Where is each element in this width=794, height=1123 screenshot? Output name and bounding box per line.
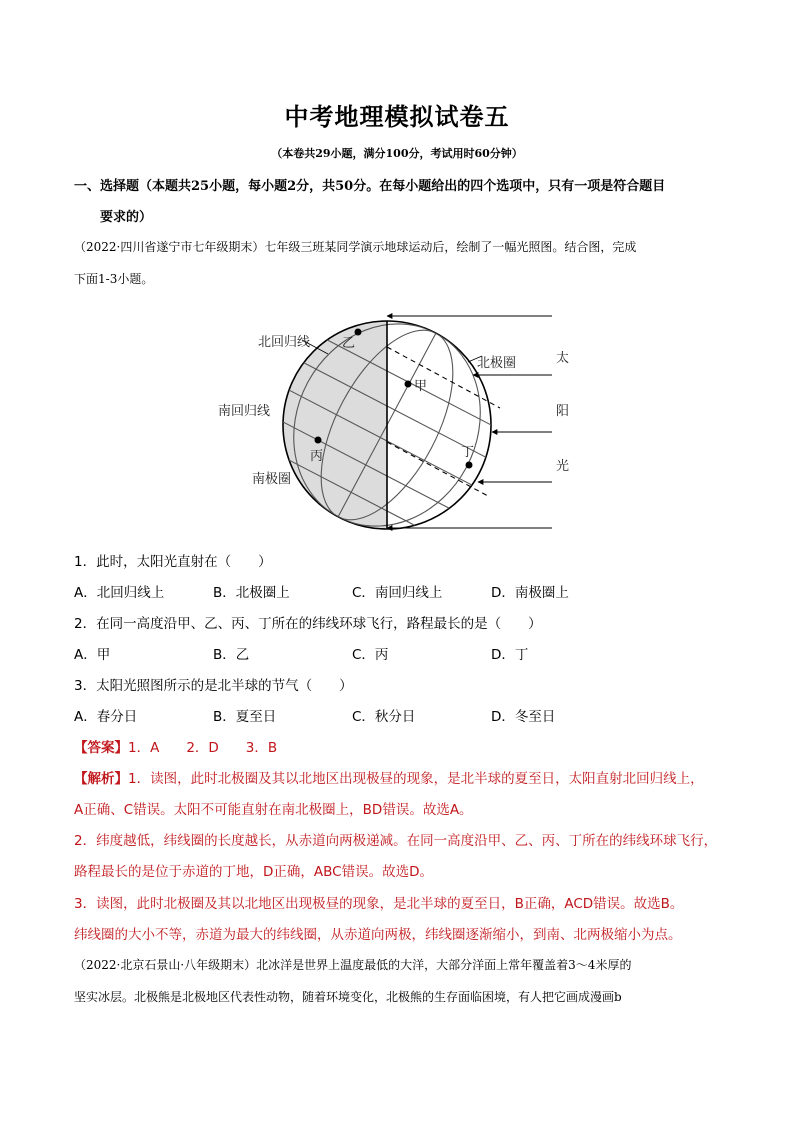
label-antarctic-circle: 南极圈	[252, 472, 292, 487]
label-sun-1: 太	[556, 351, 570, 366]
section-heading: 一、选择题（本题共25小题，每小题2分，共50分。在每小题给出的四个选项中，只有一项是符合题目	[74, 179, 666, 194]
section-heading-cont: 要求的）	[100, 210, 153, 225]
question-2-option-d: D．丁	[491, 647, 529, 663]
passage-2-line-2: 坚实冰层。北极熊是北极地区代表性动物，随着环境变化，北极熊的生存面临困境，有人把它画成漫画b	[74, 990, 622, 1004]
question-1-option-b: B．北极圈上	[213, 585, 290, 601]
label-south-tropic: 南回归线	[218, 404, 271, 419]
point-ding	[466, 462, 473, 469]
analysis-line-2: A正确、C错误。太阳不可能直射在南北极圈上，BD错误。故选A。	[74, 802, 473, 818]
question-1-option-c: C．南回归线上	[352, 585, 443, 601]
illumination-figure	[200, 300, 600, 540]
point-bing	[315, 437, 322, 444]
analysis-line-4: 路程最长的是位于赤道的丁地，D正确，ABC错误。故选D。	[74, 864, 433, 880]
question-1-option-d: D．南极圈上	[491, 585, 569, 601]
analysis-line-3: 2．纬度越低，纬线圈的长度越长，从赤道向两极递减。在同一高度沿甲、乙、丙、丁所在的纬线环球飞行，	[74, 833, 718, 849]
point-jia	[405, 381, 412, 388]
label-jia: 甲	[414, 379, 428, 394]
night-hemisphere	[283, 321, 387, 529]
question-3-option-c: C．秋分日	[352, 709, 416, 725]
answer-text: 1．A 2．D 3．B	[128, 740, 278, 756]
question-2-option-b: B．乙	[213, 647, 250, 663]
analysis-line-6: 纬线圈的大小不等，赤道为最大的纬线圈，从赤道向两极，纬线圈逐渐缩小，到南、北两极缩小为点。	[74, 927, 682, 943]
label-yi: 乙	[342, 336, 356, 351]
question-2-stem: 2．在同一高度沿甲、乙、丙、丁所在的纬线环球飞行，路程最长的是（ ）	[74, 616, 542, 632]
passage-1-line-2: 下面1-3小题。	[74, 272, 154, 286]
label-ding: 丁	[461, 445, 475, 460]
answer-tag: 【答案】	[74, 740, 128, 756]
question-2-option-c: C．丙	[352, 647, 389, 663]
analysis-line-1: 【解析】1．读图，此时北极圈及其以北地区出现极昼的现象，是北半球的夏至日，太阳直射北回归线上，	[74, 771, 704, 787]
analysis-line-5: 3．读图，此时北极圈及其以北地区出现极昼的现象，是北半球的夏至日，B正确，ACD错误。故选B。	[74, 896, 684, 912]
passage-1-line-1: （2022·四川省遂宁市七年级期末）七年级三班某同学演示地球运动后，绘制了一幅光照图。结合图，完成	[74, 240, 637, 254]
label-sun-3: 光	[556, 459, 570, 474]
question-3-stem: 3．太阳光照图所示的是北半球的节气（ ）	[74, 678, 353, 694]
answer-line	[74, 736, 277, 756]
passage-2-line-1: （2022·北京石景山·八年级期末）北冰洋是世界上温度最低的大洋，大部分洋面上常年覆盖着3～4米厚的	[74, 958, 632, 972]
point-yi	[355, 329, 362, 336]
page-title: 中考地理模拟试卷五	[284, 103, 510, 131]
page-subtitle: （本卷共29小题，满分100分，考试用时60分钟）	[271, 147, 523, 160]
label-north-tropic: 北回归线	[258, 335, 311, 350]
question-3-option-d: D．冬至日	[491, 709, 556, 725]
question-3-option-a: A．春分日	[74, 709, 138, 725]
label-sun-2: 阳	[556, 404, 570, 419]
question-3-option-b: B．夏至日	[213, 709, 277, 725]
question-2-option-a: A．甲	[74, 647, 111, 663]
analysis-tag: 【解析】	[74, 771, 128, 787]
question-1-stem: 1．此时，太阳光直射在（ ）	[74, 554, 272, 570]
label-bing: 丙	[310, 449, 324, 464]
label-arctic-circle: 北极圈	[477, 356, 517, 371]
question-1-option-a: A．北回归线上	[74, 585, 165, 601]
